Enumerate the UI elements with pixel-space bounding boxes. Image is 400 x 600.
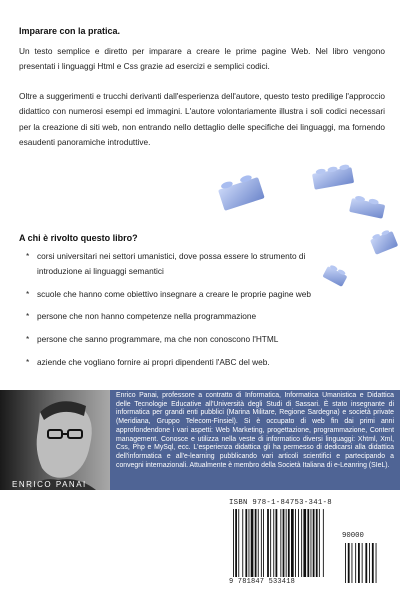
ean-digits: 9 781847 533418 (229, 578, 296, 586)
isbn-label: ISBN 978-1-84753-341-8 (229, 499, 332, 507)
list-item: * persone che sanno programmare, ma che non conoscono l'HTML (19, 332, 339, 347)
author-name: ENRICO PANAI (12, 480, 87, 489)
approach-paragraph: Oltre a suggerimenti e trucchi derivanti dall'esperienza dell'autore, questo testo predilige l'approccio didattico con numerosi esempi ed immagini. L'autore volontariamente illustra i soli codici necessari per la creazione di siti web, non entrando nello dettaglio delle specifiche dei linguaggi, ma fornendo esaudenti panoramiche introduttive. (19, 91, 385, 147)
price-code: 90000 (342, 532, 364, 540)
section-heading-audience: A chi è rivolto questo libro? (19, 233, 138, 243)
list-item: * scuole che hanno come obiettivo insegnare a creare le proprie pagine web (19, 287, 339, 302)
barcode (229, 507, 399, 589)
list-item: * aziende che vogliano fornire ai propri dipendenti l'ABC del web. (19, 355, 339, 370)
section-heading-practice: Imparare con la pratica. (19, 26, 121, 36)
list-item: * corsi universitari nei settori umanistici, dove possa essere lo strumento di introduzione ai linguaggi semantici (19, 249, 339, 280)
audience-list (19, 249, 339, 377)
intro-paragraph: Un testo semplice e diretto per imparare a creare le prime pagine Web. Nel libro vengono presentati i linguaggi Html e Css grazie ad esercizi e semplici codici. (19, 46, 385, 72)
author-bio: Enrico Panai, professore a contratto di Informatica, Informatica Umanistica e Didattica delle Tecnologie Educative all'Università degli Studi di Sassari. È stato insegnante di informatica per grandi enti pubblici (Marina Militare, Regione Sardegna) e società private (Meridiana, Gruppo Telecom-Finsiel). Si è occupato di web fin dai primi anni approfondendone i vari aspetti: Web Marketing, progettazione, programmazione, Content management. Conosce e utilizza nella veste di informatico diversi linguaggi: Xhtml, Xml, Css, Php e MySql, ecc. L'esperienza didattica gli ha permesso di dedicarsi alla didattica dell'informatica e all'e-learning pubblicando vari articoli scientifici e partecipando a convegni internazionali. Attualmente è membro della Società Italiana di e-Leanring (SIeL). (116, 392, 394, 469)
author-photo (0, 390, 110, 490)
list-item: * persone che non hanno competenze nella programmazione (19, 309, 339, 324)
